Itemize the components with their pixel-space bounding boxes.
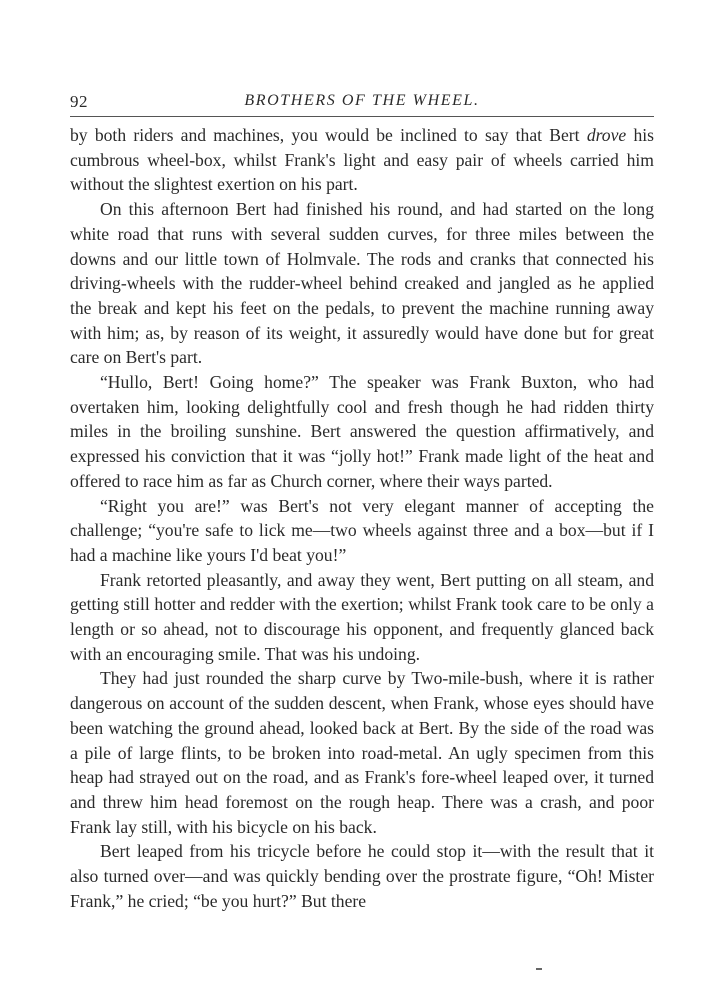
paragraph-7: Bert leaped from his tricycle before he could stop it—with the result that it also turned over—and was quickly bending over the prostrate figure, “Oh! Mister Frank,” he cried; “be you hurt?” But there <box>70 841 654 911</box>
book-page <box>70 88 654 914</box>
paragraph-2: On this afternoon Bert had finished his round, and had started on the long white road that runs with several sudden curves, for three miles between the downs and our little town of Holmvale. The rods and cranks that connected his driving-wheels with the rudder-wheel behind creaked and jangled as he applied the break and kept his feet on the pedals, to prevent the machine running away with him; as, by reason of its weight, it assuredly would have done but for great care on Bert's part. <box>70 199 654 368</box>
page-number: 92 <box>70 92 88 111</box>
paragraph-4: “Right you are!” was Bert's not very elegant manner of accepting the challenge; “you're safe to lick me—two wheels against three and a box—but if I had a machine like yours I'd beat you!” <box>70 495 654 565</box>
paragraph-1 <box>70 123 654 197</box>
paragraph-3: “Hullo, Bert! Going home?” The speaker was Frank Buxton, who had overtaken him, looking delightfully cool and fresh though he had ridden thirty miles in the broiling sunshine. Bert answered the question affirmatively, and expressed his conviction that it was “jolly hot!” Frank made light of the heat and offered to race him as far as Church corner, where their ways parted. <box>70 372 654 491</box>
page-header <box>70 88 654 117</box>
running-title: BROTHERS OF THE WHEEL. <box>244 92 480 109</box>
paragraph-1-emphasis: drove <box>586 125 627 145</box>
paragraph-1-text-after: his cumbrous wheel-box, whilst Frank's light and easy pair of wheels carried him without the slightest exertion on his part. <box>70 125 654 195</box>
paragraph-1-text-before: by both riders and machines, you would be inclined to say that Bert <box>70 125 587 145</box>
page-mark <box>536 968 542 970</box>
paragraph-5: Frank retorted pleasantly, and away they went, Bert putting on all steam, and getting still hotter and redder with the exertion; whilst Frank took care to be only a length or so ahead, not to discourage his opponent, and frequently glanced back with an encouraging smile. That was his undoing. <box>70 569 654 664</box>
paragraph-6: They had just rounded the sharp curve by Two-mile-bush, where it is rather dangerous on account of the sudden descent, when Frank, whose eyes should have been watching the ground ahead, looked back at Bert. By the side of the road was a pile of large flints, to be broken into road-metal. An ugly specimen from this heap had strayed out on the road, and as Frank's fore-wheel leaped over, it turned and threw him head foremost on the rough heap. There was a crash, and poor Frank lay still, with his bicycle on his back. <box>70 668 654 837</box>
body-text <box>70 123 654 914</box>
